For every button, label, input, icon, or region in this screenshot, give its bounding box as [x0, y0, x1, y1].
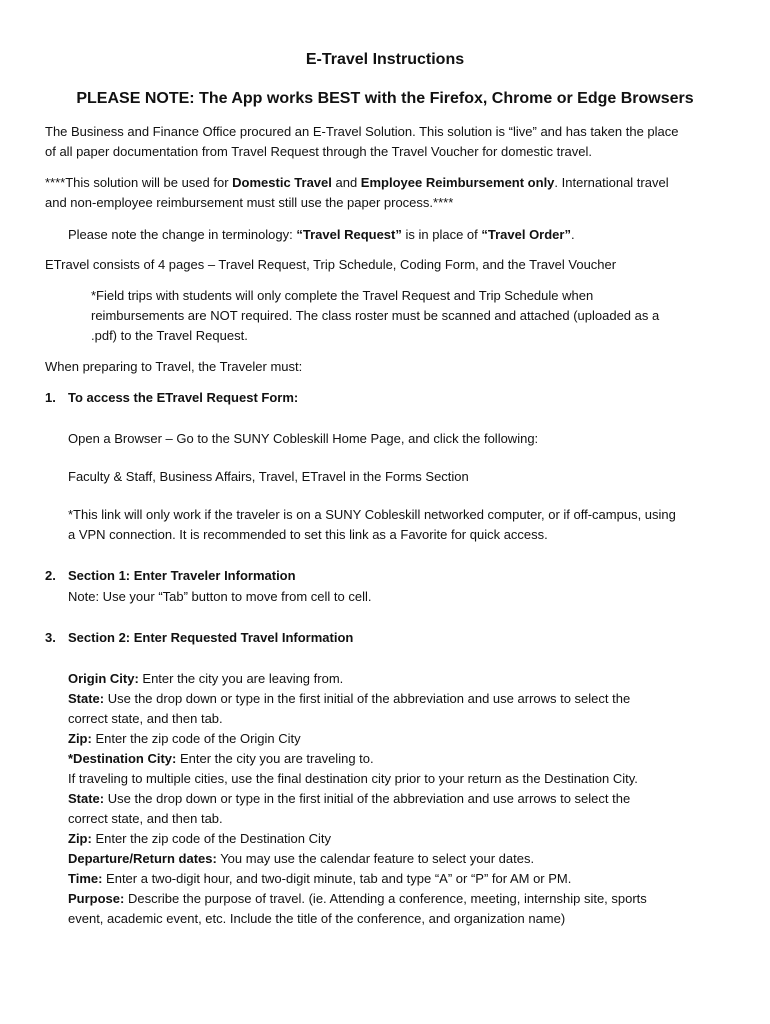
- section-1-navigation-path: Faculty & Staff, Business Affairs, Travel, ETravel in the Forms Section: [68, 469, 469, 484]
- section-3-heading: Section 2: Enter Requested Travel Information: [68, 630, 354, 645]
- time-field: Time: Enter a two-digit hour, and two-digit minute, tab and type “A” or “P” for AM or PM.: [68, 871, 572, 886]
- pages-line: ETravel consists of 4 pages – Travel Request, Trip Schedule, Coding Form, and the Travel Voucher: [45, 257, 617, 272]
- section-1-number: 1.: [45, 390, 56, 405]
- multiple-cities-note: If traveling to multiple cities, use the final destination city prior to your return as the Destination City.: [68, 771, 638, 786]
- dates-field: Departure/Return dates: You may use the calendar feature to select your dates.: [68, 851, 535, 866]
- zip-field-destination: Zip: Enter the zip code of the Destination City: [68, 831, 332, 846]
- section-3-number: 3.: [45, 630, 56, 645]
- section-2-note: Note: Use your “Tab” button to move from cell to cell.: [68, 589, 372, 604]
- section-1-vpn-note: *This link will only work if the traveler is on a SUNY Cobleskill networked computer, or if off-campus, using a VPN connection. It is recommended to set this link as a Favorite for quick access.: [68, 507, 676, 542]
- travel-fields-list: Origin City: Enter the city you are leaving from. State: Use the drop down or type in the first initial of the abbreviation and use arrows to select the correct state, and then tab. Zip: Enter the zip code of the Origin City *Destination City: Enter the city you are traveling to. If traveling to multiple cities, use the final destination city prior to your return as the Destination City. State: Use the drop down or type in the first initial of the abbreviation and use arrows to select the correct state, and then tab. Zip: Enter the zip code of the Destination City Departure/Return dates: You may use the calendar feature to select your dates. Time: Enter a two-digit hour, and two-digit minute, tab and type “A” or “P” for AM or PM. Purpose: Describe the purpose of travel. (ie. Attending a conference, meeting, internship site, sports event, academic event, etc. Include the title of the conference, and organization name): [68, 669, 726, 929]
- zip-field-origin: Zip: Enter the zip code of the Origin City: [68, 731, 301, 746]
- section-1-browser-step: Open a Browser – Go to the SUNY Cobleskill Home Page, and click the following:: [68, 431, 539, 446]
- terminology-note: Please note the change in terminology: “Travel Request” is in place of “Travel Order”.: [68, 227, 575, 242]
- state-field-origin: State: Use the drop down or type in the first initial of the abbreviation and use arrows to select the: [68, 691, 631, 706]
- purpose-field: Purpose: Describe the purpose of travel. (ie. Attending a conference, meeting, internship site, sports: [68, 891, 647, 906]
- intro-paragraph: The Business and Finance Office procured an E-Travel Solution. This solution is “live” and has taken the place of all paper documentation from Travel Request through the Travel Voucher for domestic travel.: [45, 124, 679, 159]
- destination-city-field: *Destination City: Enter the city you are traveling to.: [68, 751, 374, 766]
- section-2-number: 2.: [45, 568, 56, 583]
- field-trips-note: *Field trips with students will only complete the Travel Request and Trip Schedule when reimbursements are NOT required. The class roster must be scanned and attached (uploaded as a .pdf) to the Travel Request.: [91, 288, 660, 343]
- document-title: E-Travel Instructions: [305, 51, 465, 68]
- section-1-heading: To access the ETravel Request Form:: [68, 390, 299, 405]
- section-2-heading: Section 1: Enter Traveler Information: [68, 568, 296, 583]
- browser-note-heading: PLEASE NOTE: The App works BEST with the Firefox, Chrome or Edge Browsers: [76, 90, 694, 107]
- state-field-destination: State: Use the drop down or type in the first initial of the abbreviation and use arrows to select the: [68, 791, 631, 806]
- scope-paragraph: ****This solution will be used for Domestic Travel and Employee Reimbursement only. International travel and non-employee reimbursement must still use the paper process.****: [45, 175, 669, 210]
- preparing-line: When preparing to Travel, the Traveler must:: [45, 359, 303, 374]
- origin-city-field: Origin City: Enter the city you are leaving from.: [68, 671, 344, 686]
